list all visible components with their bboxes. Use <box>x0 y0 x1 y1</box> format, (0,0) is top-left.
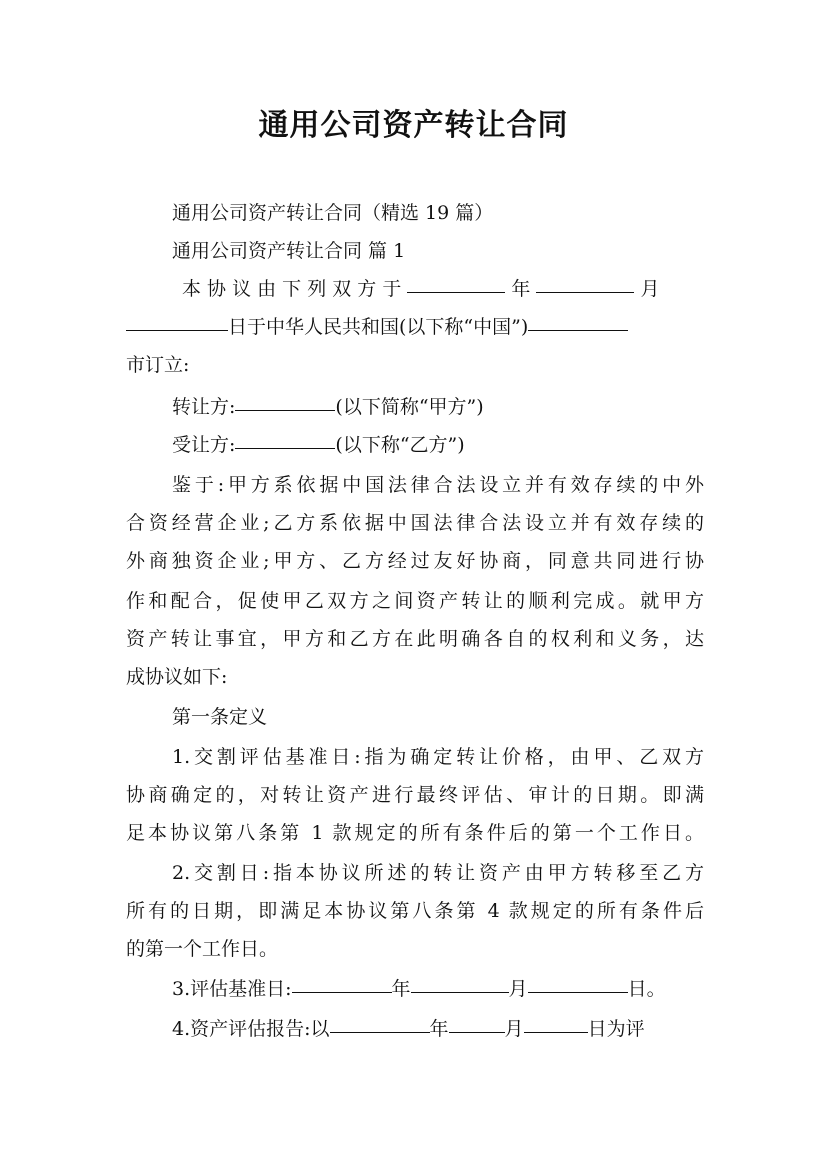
fill-blank[interactable] <box>528 330 628 331</box>
paragraph-line: 资产转让事宜，甲方和乙方在此明确各自的权利和义务，达 <box>126 628 704 650</box>
party-line: 转让方: (以下简称“甲方”) <box>172 396 484 418</box>
paragraph-line: 2.交割日:指本协议所述的转让资产由甲方转移至乙方 <box>172 862 704 884</box>
paragraph-line: 所有的日期，即满足本协议第八条第 4 款规定的所有条件后 <box>126 900 704 922</box>
fill-blank[interactable] <box>330 1032 430 1033</box>
paragraph-line: 市订立: <box>126 354 190 376</box>
fill-blank[interactable] <box>528 992 628 993</box>
party-line: 受让方: (以下称“乙方”) <box>172 434 465 456</box>
paragraph-line: 协商确定的，对转让资产进行最终评估、审计的日期。即满 <box>126 784 704 806</box>
fill-blank[interactable] <box>524 1032 588 1033</box>
section-heading: 通用公司资产转让合同 篇 1 <box>172 240 406 262</box>
fill-blank[interactable] <box>292 992 392 993</box>
paragraph-line: 成协议如下: <box>126 666 228 688</box>
article-heading: 第一条定义 <box>172 706 268 728</box>
fill-blank[interactable] <box>411 992 509 993</box>
paragraph-line: 3.评估基准日: 年 月 日。 <box>172 978 666 1000</box>
fill-blank[interactable] <box>449 1032 505 1033</box>
fill-blank[interactable] <box>407 292 505 293</box>
paragraph-line: 1.交割评估基准日:指为确定转让价格，由甲、乙双方 <box>172 746 704 768</box>
paragraph-line: 日于中华人民共和国(以下称“中国”) <box>126 308 704 346</box>
document-title: 通用公司资产转让合同 <box>258 108 569 143</box>
subtitle: 通用公司资产转让合同（精选 19 篇） <box>172 202 494 224</box>
paragraph-line: 足本协议第八条第 1 款规定的所有条件后的第一个工作日。 <box>126 822 704 844</box>
paragraph-line: 作和配合，促使甲乙双方之间资产转让的顺利完成。就甲方 <box>126 590 704 612</box>
paragraph-line: 的第一个工作日。 <box>126 938 279 960</box>
paragraph-line: 4.资产评估报告:以 年 月 日为评 <box>172 1018 645 1040</box>
paragraph-line: 合资经营企业;乙方系依据中国法律合法设立并有效存续的 <box>126 512 704 534</box>
fill-blank[interactable] <box>235 410 335 411</box>
fill-blank[interactable] <box>235 448 335 449</box>
fill-blank[interactable] <box>536 292 634 293</box>
paragraph-line: 鉴于:甲方系依据中国法律合法设立并有效存续的中外 <box>172 474 704 496</box>
paragraph-line: 本 协 议 由 下 列 双 方 于 年 月 <box>182 278 660 300</box>
paragraph-line: 外商独资企业;甲方、乙方经过友好协商，同意共同进行协 <box>126 550 704 572</box>
fill-blank[interactable] <box>126 330 228 331</box>
